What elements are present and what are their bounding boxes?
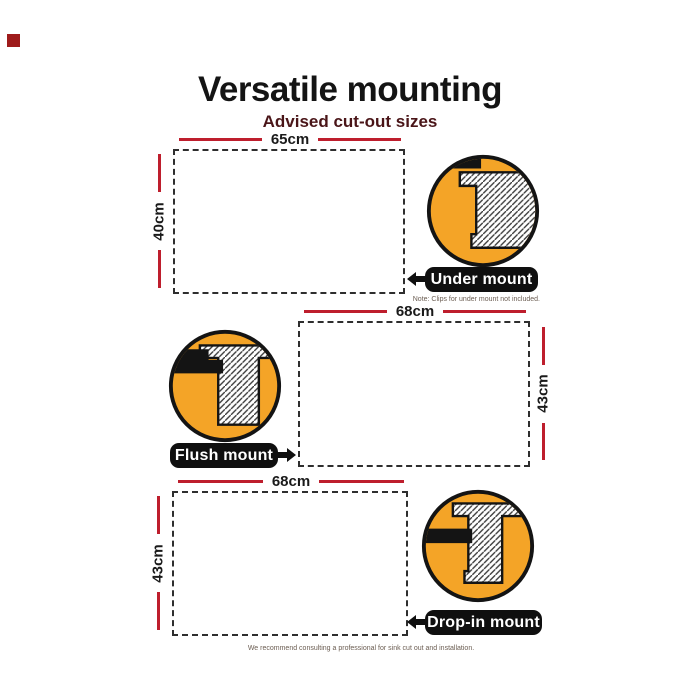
height-dimension-flush-mount bbox=[533, 327, 553, 460]
height-label: 40cm bbox=[150, 201, 168, 241]
dimension-line bbox=[158, 154, 161, 192]
cutout-rect-under-mount bbox=[173, 149, 405, 294]
dimension-line bbox=[158, 250, 161, 288]
pill-text: Under mount bbox=[430, 270, 533, 288]
height-dimension-drop-in-mount bbox=[148, 496, 168, 630]
width-dimension-under-mount bbox=[179, 132, 401, 147]
dimension-line bbox=[542, 423, 545, 461]
height-label: 43cm bbox=[149, 543, 167, 583]
drop-in-mount-label bbox=[425, 610, 542, 635]
height-label: 43cm bbox=[534, 374, 552, 413]
dimension-line bbox=[443, 310, 526, 313]
under-mount-cross-section-icon bbox=[425, 153, 541, 269]
arrow-left-icon bbox=[407, 272, 425, 286]
footer-disclaimer: We recommend consulting a professional for sink cut out and installation. bbox=[247, 645, 475, 652]
width-label: 68cm bbox=[271, 473, 311, 490]
arrow-right-icon bbox=[278, 448, 296, 462]
dimension-line bbox=[179, 138, 262, 141]
dimension-line bbox=[157, 592, 160, 630]
width-label: 65cm bbox=[270, 131, 310, 148]
width-label: 68cm bbox=[395, 303, 435, 320]
dimension-line bbox=[178, 480, 263, 483]
page-title: Versatile mounting bbox=[197, 70, 503, 109]
arrow-left-icon bbox=[407, 615, 425, 629]
corner-mark bbox=[7, 34, 20, 47]
dimension-line bbox=[304, 310, 387, 313]
dimension-line bbox=[318, 138, 401, 141]
page-subtitle: Advised cut-out sizes bbox=[262, 112, 438, 131]
cutout-rect-flush-mount bbox=[298, 321, 530, 467]
dimension-line bbox=[319, 480, 404, 483]
width-dimension-flush-mount bbox=[304, 304, 526, 319]
pill-text: Drop-in mount bbox=[427, 613, 540, 631]
height-dimension-under-mount bbox=[149, 154, 169, 288]
cutout-rect-drop-in-mount bbox=[172, 491, 408, 636]
flush-mount-label bbox=[170, 443, 278, 468]
width-dimension-drop-in-mount bbox=[178, 474, 404, 489]
flush-mount-cross-section-icon bbox=[167, 328, 283, 444]
dimension-line bbox=[157, 496, 160, 534]
pill-text: Flush mount bbox=[174, 446, 274, 464]
under-mount-label bbox=[425, 267, 538, 292]
drop-in-mount-cross-section-icon bbox=[420, 488, 536, 604]
under-mount-note: Note: Clips for under mount not included. bbox=[412, 296, 540, 303]
dimension-line bbox=[542, 327, 545, 365]
